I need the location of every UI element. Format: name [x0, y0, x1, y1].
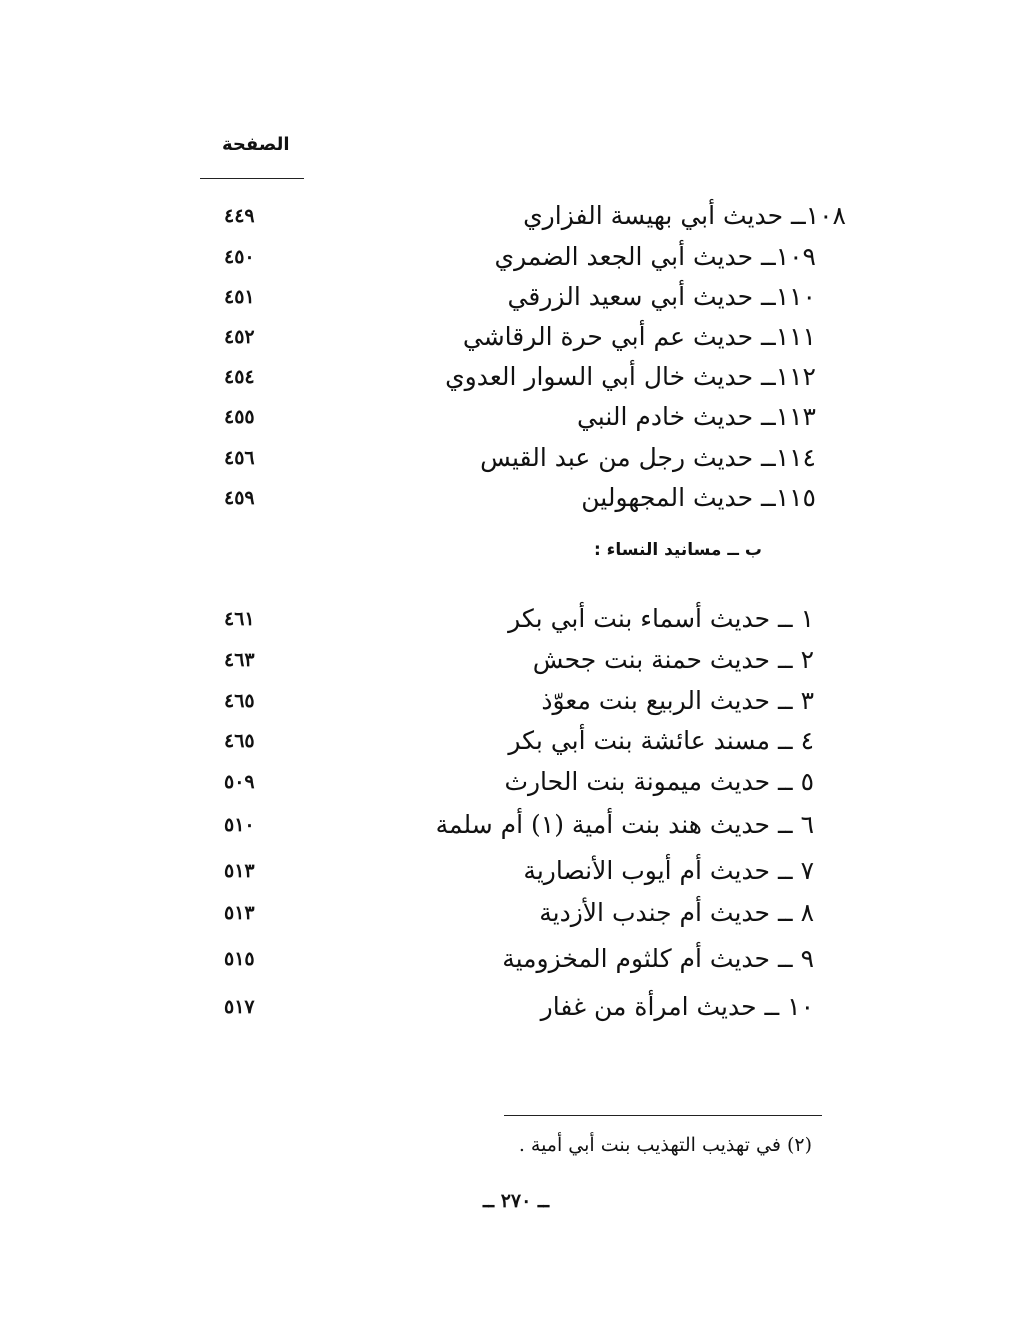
toc-entry-page: ٥١٠: [224, 814, 255, 836]
toc-entry-title: ٧ ــ حديث أم أيوب الأنصارية: [523, 856, 814, 885]
toc-entry-title: ١١٢ــ حديث خال أبي السوار العدوي: [445, 362, 816, 391]
page-column-header: [200, 132, 304, 179]
toc-entry[interactable]: [0, 317, 1020, 357]
toc-entry-page: ٤٥٩: [224, 487, 255, 509]
toc-entry-title: ١٠٨ــ حديث أبي بهيسة الفزاري: [523, 201, 846, 230]
toc-entry-page: ٤٦٥: [224, 690, 255, 712]
toc-entry[interactable]: [0, 681, 1020, 721]
footnote: (٢) في تهذيب التهذيب بنت أبي أمية .: [518, 1134, 812, 1156]
toc-entry[interactable]: [0, 438, 1020, 478]
toc-entry-title: ١٠٩ــ حديث أبي الجعد الضمري: [494, 242, 816, 271]
toc-entry-title: ١١٣ــ حديث خادم النبي: [576, 402, 816, 431]
toc-entry-page: ٥١٧: [224, 996, 255, 1018]
toc-entry-page: ٤٦٥: [224, 730, 255, 752]
toc-entry-title: ٩ ــ حديث أم كلثوم المخزومية: [502, 944, 814, 973]
toc-entry[interactable]: [0, 721, 1020, 761]
toc-entry[interactable]: [0, 599, 1020, 639]
toc-entry[interactable]: [0, 237, 1020, 277]
toc-entry[interactable]: [0, 851, 1020, 891]
toc-entry-page: ٥١٥: [224, 948, 255, 970]
toc-entry-title: ٢ ــ حديث حمنة بنت جحش: [532, 645, 814, 674]
footnote-divider: [504, 1115, 822, 1116]
toc-entry-title: ٦ ــ حديث هند بنت أمية (١) أم سلمة: [435, 810, 814, 839]
toc-entry-title: ٤ ــ مسند عائشة بنت أبي بكر: [508, 726, 814, 755]
toc-entry-page: ٤٥٤: [224, 366, 255, 388]
toc-entry[interactable]: [0, 987, 1020, 1027]
toc-entry-title: ٨ ــ حديث أم جندب الأزدية: [539, 898, 814, 927]
toc-entry[interactable]: [0, 277, 1020, 317]
toc-entry[interactable]: [0, 196, 1020, 236]
toc-entry[interactable]: [0, 805, 1020, 845]
toc-entry-page: ٤٦٣: [224, 649, 255, 671]
page-number: ــ ٢٧٠ ــ: [482, 1190, 550, 1212]
toc-entry[interactable]: [0, 640, 1020, 680]
toc-entry-title: ١١٠ــ حديث أبي سعيد الزرقي: [507, 282, 816, 311]
toc-entry-page: ٤٥٠: [224, 246, 255, 268]
toc-entry-title: ١١٥ــ حديث المجهولين: [581, 483, 816, 512]
toc-entry-title: ١١١ــ حديث عم أبي حرة الرقاشي: [462, 322, 816, 351]
toc-entry-page: ٥١٣: [224, 902, 255, 924]
toc-entry-page: ٤٥٢: [224, 326, 255, 348]
toc-entry-page: ٥٠٩: [224, 771, 255, 793]
toc-entry-page: ٥١٣: [224, 860, 255, 882]
toc-entry-page: ٤٥٦: [224, 447, 255, 469]
toc-entry-title: ١١٤ــ حديث رجل من عبد القيس: [480, 443, 816, 472]
toc-entry-title: ١ ــ حديث أسماء بنت أبي بكر: [508, 604, 814, 633]
toc-entry-page: ٤٥١: [224, 286, 255, 308]
toc-entry-page: ٤٦١: [224, 608, 255, 630]
toc-entry-title: ٣ ــ حديث الربيع بنت معوّذ: [541, 686, 814, 715]
toc-entry[interactable]: [0, 762, 1020, 802]
toc-entry[interactable]: [0, 397, 1020, 437]
toc-entry[interactable]: [0, 357, 1020, 397]
toc-entry-page: ٤٤٩: [224, 205, 255, 227]
toc-entry-page: ٤٥٥: [224, 406, 255, 428]
toc-entry[interactable]: [0, 478, 1020, 518]
toc-entry-title: ٥ ــ حديث ميمونة بنت الحارث: [504, 767, 814, 796]
toc-entry[interactable]: [0, 939, 1020, 979]
page-column-label: الصفحة: [222, 134, 290, 155]
toc-entry-title: ١٠ ــ حديث امرأة من غفار: [540, 992, 814, 1021]
toc-entry[interactable]: [0, 893, 1020, 933]
section-heading-women: ب ــ مسانيد النساء :: [593, 540, 762, 560]
